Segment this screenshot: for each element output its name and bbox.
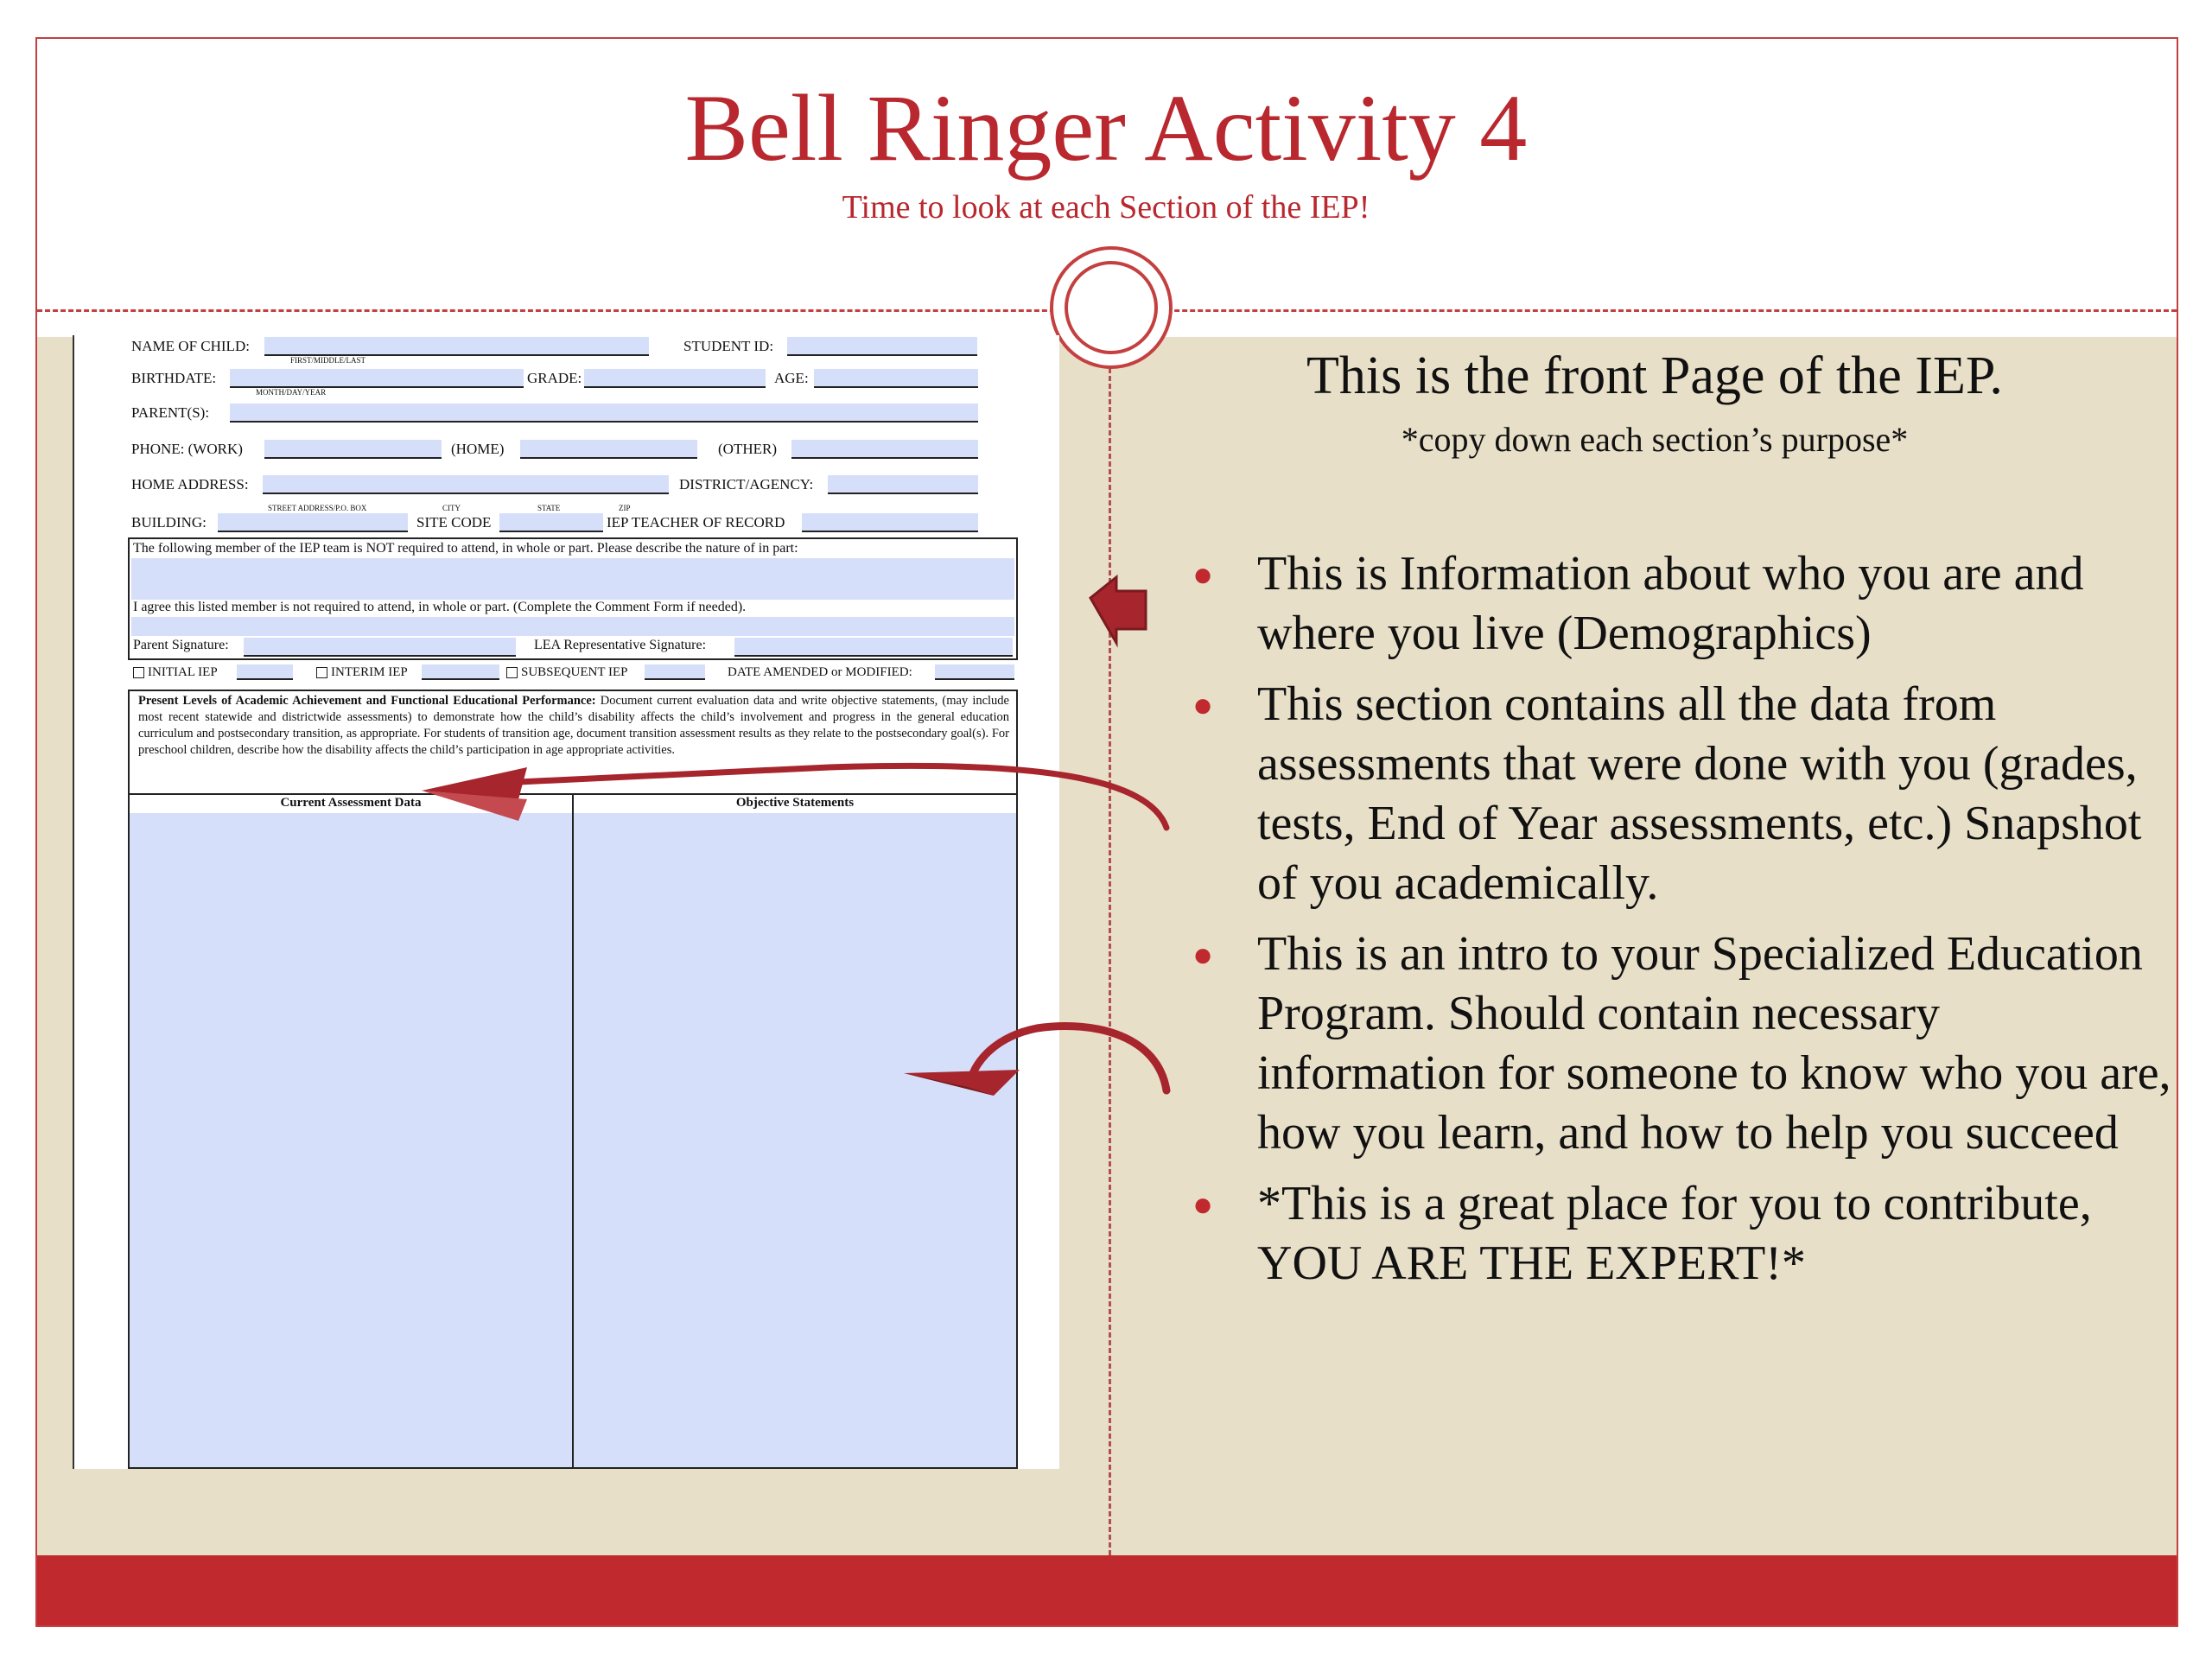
parents-label: PARENT(S): [131,404,210,421]
building-label: BUILDING: [131,514,207,531]
bullet-dot-icon: ● [1192,1185,1214,1224]
state-label: STATE [537,504,561,512]
student-id-label: STUDENT ID: [683,338,774,354]
initial-iep-option: INITIAL IEP [133,665,218,680]
bullet-dot-icon: ● [1192,935,1214,974]
city-label: CITY [442,504,461,512]
curved-arrow-head-icon [904,1070,1020,1096]
bullet-dot-icon: ● [1192,555,1214,594]
left-block-arrow-icon [1090,577,1146,643]
current-assessment-header: Current Assessment Data [280,796,422,810]
bullet-item: ● This is an intro to your Specialized Education Program. Should contain necessary information for someone to know who you are, how you learn, and how to help you succeed [1257,925,2173,1163]
subsequent-iep-option: SUBSEQUENT IEP [506,665,628,680]
district-agency-label: DISTRICT/AGENCY: [679,476,814,493]
first-middle-last-label: FIRST/MIDDLE/LAST [290,356,366,365]
phone-work-label: PHONE: (WORK) [131,441,243,457]
phone-home-label: (HOME) [451,441,505,457]
phone-other-label: (OTHER) [718,441,777,457]
objective-statements-header: Objective Statements [735,796,855,810]
slide-subtitle: Time to look at each Section of the IEP! [842,189,1370,226]
zip-label: ZIP [619,504,631,512]
name-of-child-label: NAME OF CHILD: [131,338,250,354]
section-heading: This is the front Page of the IEP. [1306,346,2003,405]
month-day-year-label: MONTH/DAY/YEAR [256,388,327,397]
not-required-text: The following member of the IEP team is NOT required to attend, in whole or part. Please describe the nature of in part: [133,541,798,556]
curved-arrow-icon [518,766,1166,828]
age-label: AGE: [774,370,809,386]
street-label: STREET ADDRESS/P.O. BOX [268,504,367,512]
interim-iep-option: INTERIM IEP [316,665,408,680]
present-levels-text: Present Levels of Academic Achievement and Functional Educational Performance: Document current evaluation data and write objective statements, (may include most recent statewide and districtwide assessments) to demonstrate how the child’s disability affects the child’s involvement and progress in the general education curriculum and postsecondary transition, as appropriate. For students of transition age, document transition assessment results as they relate to the postsecondary goal(s). For preschool children, describe how the disability affects the child’s participation in age appropriate activities. [138,694,1009,757]
bullet-item: ● This is Information about who you are and where you live (Demographics) [1257,544,2173,664]
site-code-label: SITE CODE [416,514,492,531]
agree-text: I agree this listed member is not required to attend, in whole or part. (Complete the Comment Form if needed). [133,600,747,614]
bullet-item: ● This section contains all the data from assessments that were done with you (grades, tests, End of Year assessments, etc.) Snapshot of you academically. [1257,675,2173,913]
bullet-item: ● *This is a great place for you to contribute, YOU ARE THE EXPERT!* [1257,1174,2173,1294]
home-address-label: HOME ADDRESS: [131,476,249,493]
lea-signature-label: LEA Representative Signature: [534,638,707,652]
birthdate-label: BIRTHDATE: [131,370,217,386]
slide-title: Bell Ringer Activity 4 [684,75,1528,181]
date-amended-label: DATE AMENDED or MODIFIED: [728,665,912,679]
iep-teacher-label: IEP TEACHER OF RECORD [607,514,785,531]
grade-label: GRADE: [527,370,582,386]
parent-signature-label: Parent Signature: [133,638,229,652]
bullet-dot-icon: ● [1192,685,1214,724]
section-note: *copy down each section’s purpose* [1401,420,1909,459]
